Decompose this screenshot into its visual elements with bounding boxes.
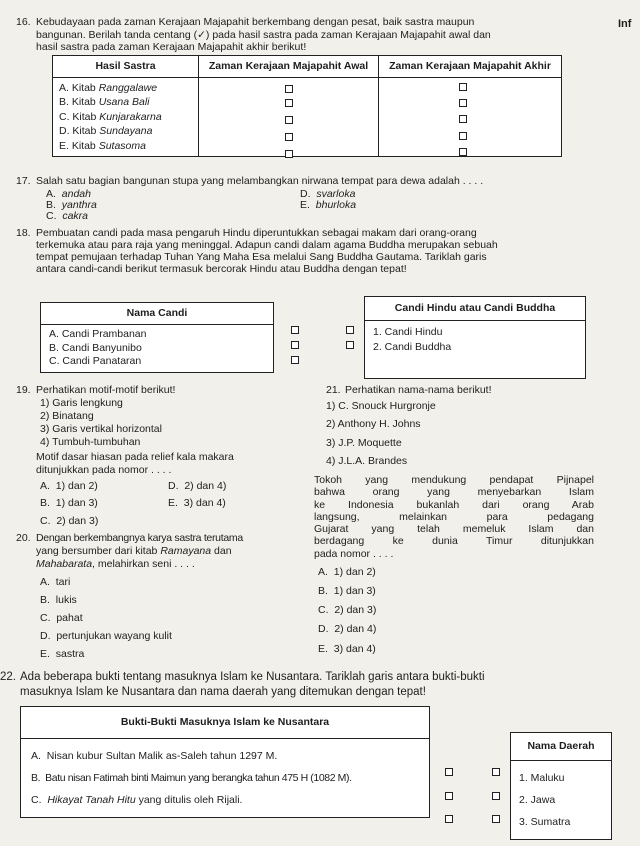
q16-text-1: Kebudayaan pada zaman Kerajaan Majapahit berkembang dengan pesat, baik sastra maupun [36, 16, 475, 28]
q21-text: Perhatikan nama-nama berikut! [345, 384, 492, 396]
q16-row-d: D. Kitab Sundayana [59, 125, 153, 138]
q16-number: 16. [16, 16, 31, 28]
q21-option-d: D. 2) dan 4) [318, 623, 377, 635]
q16-sastra-list [53, 78, 199, 157]
q19-text: Perhatikan motif-motif berikut! [36, 384, 176, 396]
q21-item-3: 3) J.P. Moquette [326, 437, 402, 449]
q17-option-d: D. svarloka [300, 188, 356, 200]
q22-left-header: Bukti-Bukti Masuknya Islam ke Nusantara [21, 707, 430, 739]
q16-text-3: hasil sastra pada zaman Kerajaan Majapahit akhir berikut! [36, 41, 307, 53]
q17-option-e: E. bhurloka [300, 199, 357, 211]
q19-item-4: 4) Tumbuh-tumbuhan [40, 436, 141, 448]
q18-left-row-b: B. Candi Banyunibo [49, 341, 142, 354]
q16-header-awal: Zaman Kerajaan Majapahit Awal [199, 56, 379, 78]
checkbox[interactable] [285, 150, 293, 158]
q22-right-list [511, 761, 612, 840]
q21-para-line-7: pada nomor . . . . [314, 548, 394, 560]
q16-header-akhir: Zaman Kerajaan Majapahit Akhir [379, 56, 562, 78]
q22-text-1: Ada beberapa bukti tentang masuknya Islam ke Nusantara. Tariklah garis antara bukti-bukti [20, 671, 485, 683]
q21-item-4: 4) J.L.A. Brandes [326, 455, 408, 467]
q16-row-a: A. Kitab Ranggalawe [59, 82, 158, 94]
q19-option-e: E. 3) dan 4) [168, 497, 226, 509]
checkbox[interactable] [285, 99, 293, 107]
q21-item-1: 1) C. Snouck Hurgronje [326, 400, 436, 412]
q20-option-a: A. tari [40, 576, 71, 588]
q20-text-1: Dengan berkembangnya karya sastra terutama [36, 532, 243, 544]
q20-option-e: E. sastra [40, 648, 85, 660]
checkbox[interactable] [445, 768, 453, 776]
q17-option-b: B. yanthra [46, 199, 97, 211]
q19-option-b: B. 1) dan 3) [40, 497, 98, 509]
q21-option-b: B. 1) dan 3) [318, 585, 376, 597]
q21-para-line-4: langsung, melainkan para pedagang [314, 510, 594, 523]
checkbox[interactable] [459, 83, 467, 91]
q16-awal-checks [199, 78, 379, 157]
checkbox[interactable] [492, 815, 500, 823]
checkbox[interactable] [285, 85, 293, 93]
q22-left-list [21, 739, 430, 818]
q22-left-row-b: B. Batu nisan Fatimah binti Maimun yang berangka tahun 475 H (1082 M). [31, 772, 352, 784]
q17-number: 17. [16, 175, 31, 187]
q21-para-line-6: berdagang ke dunia Timur ditunjukkan [314, 535, 594, 548]
q19-question-1: Motif dasar hiasan pada relief kala makara [36, 451, 234, 463]
checkbox[interactable] [492, 768, 500, 776]
q21-option-a: A. 1) dan 2) [318, 566, 376, 578]
q19-number: 19. [16, 384, 31, 396]
q16-text-2: bangunan. Berilah tanda centang (✓) pada hasil sastra pada zaman Kerajaan Majapahit awal dan [36, 29, 491, 41]
q18-text-1: Pembuatan candi pada masa pengaruh Hindu diperuntukkan sebagai makam dari orang-orang [36, 227, 477, 239]
q19-option-a: A. 1) dan 2) [40, 480, 98, 492]
q21-option-e: E. 3) dan 4) [318, 643, 376, 655]
q22-text-2: masuknya Islam ke Nusantara dan nama daerah yang ditemukan dengan tepat! [20, 686, 426, 698]
q16-table [52, 55, 562, 157]
q19-item-3: 3) Garis vertikal horizontal [40, 423, 162, 435]
q19-question-2: ditunjukkan pada nomor . . . . [36, 464, 172, 476]
q20-text-3: Mahabarata, melahirkan seni . . . . [36, 558, 195, 570]
checkbox[interactable] [291, 341, 299, 349]
checkbox[interactable] [291, 356, 299, 364]
q18-text-3: tempat pemujaan terhadap Tuhan Yang Maha Esa melalui Sang Buddha Gautama. Tariklah garis [36, 251, 487, 263]
q18-text-4: antara candi-candi berikut termasuk bercorak Hindu atau Buddha dengan tepat! [36, 263, 407, 275]
q22-left-row-c: C. Hikayat Tanah Hitu yang ditulis oleh Rijali. [31, 794, 243, 806]
checkbox[interactable] [285, 116, 293, 124]
checkbox[interactable] [285, 133, 293, 141]
checkbox[interactable] [445, 792, 453, 800]
checkbox[interactable] [346, 341, 354, 349]
q18-left-row-a: A. Candi Prambanan [49, 328, 147, 340]
q22-right-table [510, 732, 612, 840]
q22-right-header: Nama Daerah [511, 733, 612, 761]
q18-right-row-1: 1. Candi Hindu [373, 326, 443, 338]
q17-option-c: C. cakra [46, 210, 89, 222]
checkbox[interactable] [492, 792, 500, 800]
q16-row-b: B. Kitab Usana Bali [59, 96, 150, 109]
q18-left-row-c: C. Candi Panataran [49, 355, 142, 367]
checkbox[interactable] [346, 326, 354, 334]
q17-text: Salah satu bagian bangunan stupa yang melambangkan nirwana tempat para dewa adalah . . . . [36, 175, 484, 187]
q22-right-row-3: 3. Sumatra [519, 816, 571, 828]
q18-right-header: Candi Hindu atau Candi Buddha [365, 297, 586, 321]
q18-right-list [365, 321, 586, 379]
q22-number: 22. [0, 671, 16, 683]
q18-right-row-2: 2. Candi Buddha [373, 341, 452, 353]
q19-item-2: 2) Binatang [40, 410, 94, 422]
q19-item-1: 1) Garis lengkung [40, 397, 123, 409]
checkbox[interactable] [445, 815, 453, 823]
q22-right-row-2: 2. Jawa [519, 794, 556, 806]
q20-option-c: C. pahat [40, 612, 83, 624]
q19-option-d: D. 2) dan 4) [168, 480, 227, 492]
q21-paragraph [314, 474, 594, 548]
checkbox[interactable] [459, 132, 467, 140]
q16-akhir-checks [379, 78, 562, 157]
q21-number: 21. [326, 384, 341, 396]
q20-option-b: B. lukis [40, 594, 77, 606]
q22-left-table [20, 706, 430, 818]
q18-left-list [41, 325, 274, 373]
q21-para-line-1: Tokoh yang mendukung pendapat Pijnapel [314, 474, 594, 486]
corner-label: Inf [618, 18, 632, 30]
q18-number: 18. [16, 227, 31, 239]
q20-text-2: yang bersumber dari kitab Ramayana dan [36, 545, 232, 557]
q17-option-a: A. andah [46, 188, 91, 200]
q18-left-table [40, 302, 274, 373]
checkbox[interactable] [291, 326, 299, 334]
q21-option-c: C. 2) dan 3) [318, 604, 377, 616]
q21-para-line-2: bahwa orang yang menyebarkan Islam [314, 486, 594, 499]
q19-option-c: C. 2) dan 3) [40, 515, 99, 527]
q16-row-c: C. Kitab Kunjarakarna [59, 110, 162, 123]
q18-text-2: terkemuka atau para raja yang meninggal. Adapun candi dalam agama Buddha merupakan sebuah [36, 239, 498, 251]
q16-row-e: E. Kitab Sutasoma [59, 139, 146, 152]
q22-left-row-a: A. Nisan kubur Sultan Malik as-Saleh tahun 1297 M. [31, 750, 278, 762]
q21-para-line-3: ke Indonesia bukanlah dari orang Arab [314, 498, 594, 511]
checkbox[interactable] [459, 148, 467, 156]
q20-number: 20. [16, 532, 31, 544]
q16-header-hasil: Hasil Sastra [53, 56, 199, 78]
q18-left-header: Nama Candi [41, 303, 274, 325]
checkbox[interactable] [459, 99, 467, 107]
checkbox[interactable] [459, 115, 467, 123]
q21-item-2: 2) Anthony H. Johns [326, 418, 421, 430]
q21-para-line-5: Gujarat yang telah memeluk Islam dan [314, 523, 594, 536]
q20-option-d: D. pertunjukan wayang kulit [40, 630, 172, 642]
q22-right-row-1: 1. Maluku [519, 772, 565, 784]
q18-right-table [364, 296, 586, 379]
